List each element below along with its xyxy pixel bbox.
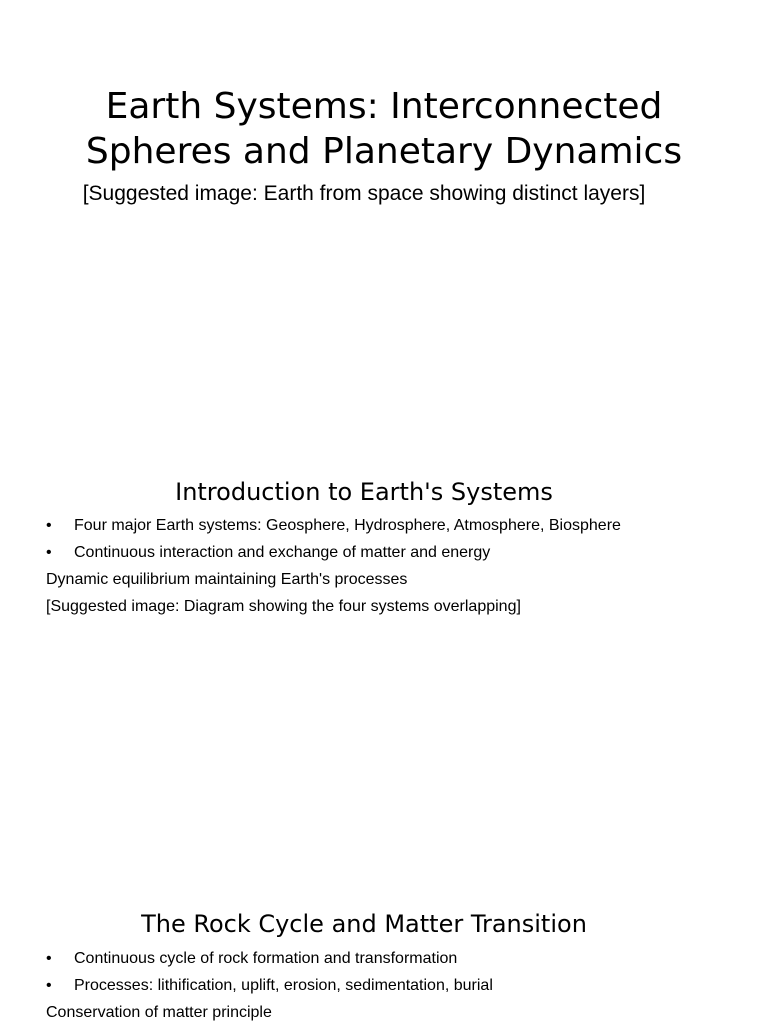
list-item [46, 539, 746, 566]
image-suggestion-text: [Suggested image: Diagram showing the four systems overlapping] [46, 598, 521, 615]
bullet-icon: • [46, 977, 52, 994]
section-heading-intro: Introduction to Earth's Systems [175, 478, 553, 506]
title-line-1: Earth Systems: Interconnected [105, 86, 663, 127]
bullet-icon: • [46, 517, 52, 534]
section-content-rock-cycle [46, 945, 746, 1026]
list-item-text: Continuous cycle of rock formation and transformation [74, 950, 458, 967]
list-item-text: Four major Earth systems: Geosphere, Hydrosphere, Atmosphere, Biosphere [74, 517, 621, 534]
bullet-icon: • [46, 950, 52, 967]
bullet-list [46, 512, 746, 566]
list-item-text: Continuous interaction and exchange of matter and energy [74, 544, 491, 561]
bullet-icon: • [46, 544, 52, 561]
section-content-intro [46, 512, 746, 620]
body-text: Conservation of matter principle [46, 1004, 272, 1021]
list-item [46, 945, 746, 972]
title-line-2: Spheres and Planetary Dynamics [85, 131, 683, 172]
bullet-list [46, 945, 746, 999]
list-item [46, 512, 746, 539]
image-suggestion-subtitle: [Suggested image: Earth from space showing distinct layers] [82, 182, 646, 205]
page-title [0, 84, 768, 174]
body-text: Dynamic equilibrium maintaining Earth's processes [46, 571, 408, 588]
list-item [46, 972, 746, 999]
list-item-text: Processes: lithification, uplift, erosion, sedimentation, burial [74, 977, 493, 994]
section-heading-rock-cycle: The Rock Cycle and Matter Transition [141, 910, 587, 938]
